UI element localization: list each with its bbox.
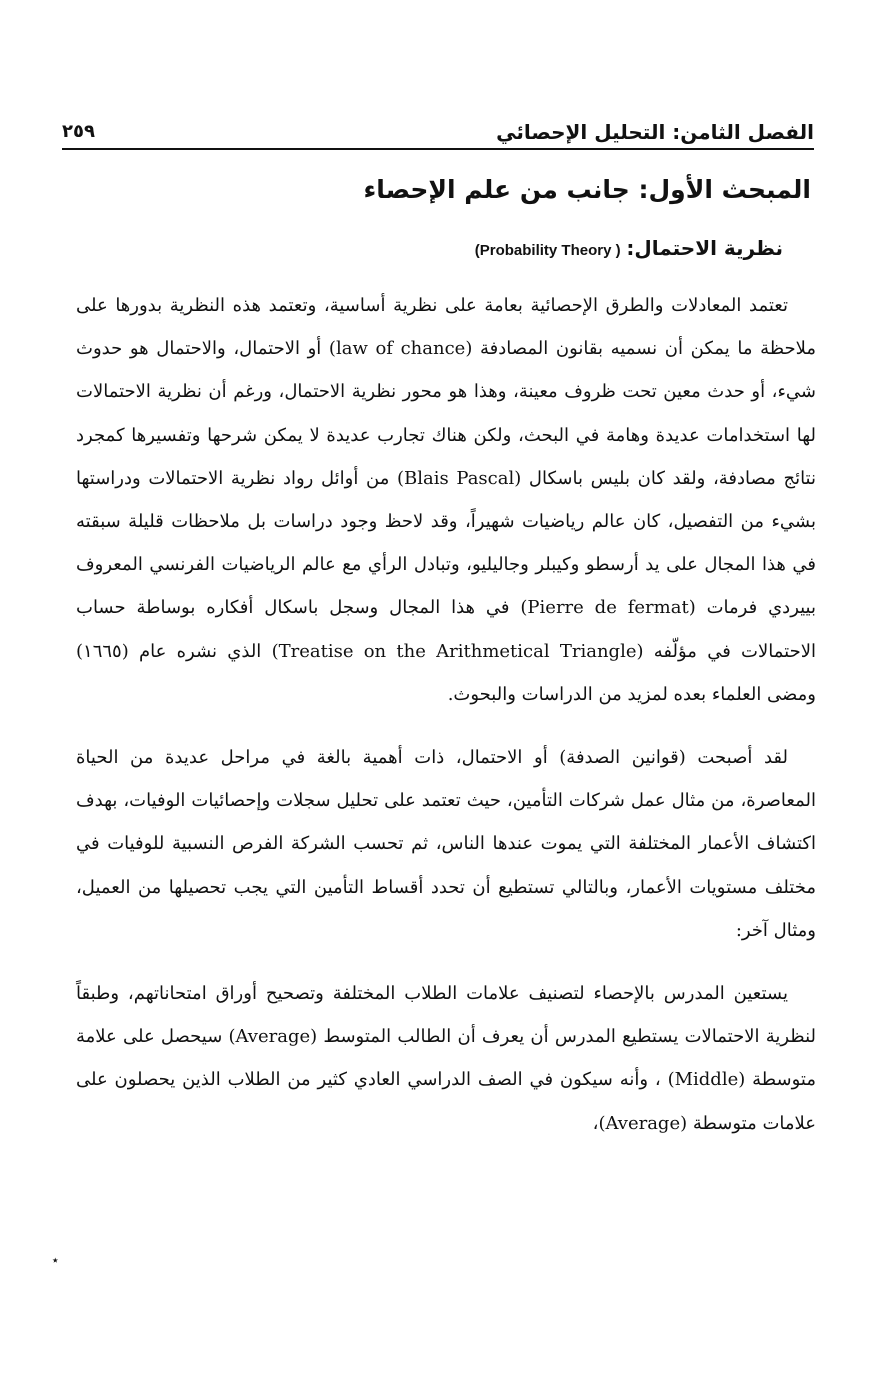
paragraph-insurance-example: لقد أصبحت (قوانين الصدفة) أو الاحتمال، ذات أهمية بالغة في مراحل عديدة من الحياة المعاصرة، من مثال عمل شركات التأمين، حيث تعتمد على تحليل سجلات وإحصائيات الوفيات، بهدف اكتشاف الأعمار المختلفة التي يموت عندها الناس، ثم تحسب الشركة الفرص النسبية للوفيات في مختلف مستويات الأعمار، وبالتالي تستطيع أن تحدد أقساط التأمين التي يجب تحصيلها من العميل، ومثال آخر: (76, 747, 816, 941)
body-text (76, 284, 816, 1165)
paragraph-probability-intro: تعتمد المعادلات والطرق الإحصائية بعامة على نظرية أساسية، وتعتمد هذه النظرية بدورها على ملاحظة ما يمكن أن نسميه بقانون المصادفة (law of chance) أو الاحتمال، والاحتمال هو حدوث شيء، أو حدث معين تحت ظروف معينة، وهذا هو محور نظرية الاحتمال، ورغم أن نظرية الاحتمالات لها استخدامات عديدة وهامة في البحث، ولكن هناك تجارب عديدة لا يمكن شرحها وتفسيرها كمجرد نتائج مصادفة، ولقد كان بليس باسكال (Blais Pascal) من أوائل رواد نظرية الاحتمالات ودراستها بشيء من التفصيل، كان عالم رياضيات شهيراً، وقد لاحظ وجود دراسات بل ملاحظات قليلة سبقته في هذا المجال على يد أرسطو وكيبلر وجاليليو، وتبادل الرأي مع عالم الرياضيات الفرنسي المعروف بييردي فرمات (Pierre de fermat) في هذا المجال وسجل باسكال أفكاره بوساطة حساب الاحتمالات في مؤلّفه (Treatise on the Arithmetical Triangle) الذي نشره عام (١٦٦٥) ومضى العلماء بعده لمزيد من الدراسات والبحوث. (76, 295, 817, 705)
chapter-title: الفصل الثامن: التحليل الإحصائي (496, 120, 814, 144)
subsection-heading (475, 232, 783, 267)
section-title: المبحث الأول: جانب من علم الإحصاء (363, 175, 811, 204)
subsection-title-arabic: نظرية الاحتمال: (626, 236, 783, 260)
subsection-title-english: ( Probability Theory) (474, 242, 621, 259)
margin-mark: ٭ (52, 1253, 59, 1267)
page-number: ٢٥٩ (62, 121, 95, 142)
running-header (62, 108, 814, 148)
header-divider (62, 148, 814, 150)
paragraph-teacher-example: يستعين المدرس بالإحصاء لتصنيف علامات الطلاب المختلفة وتصحيح أوراق امتحاناتهم، وطبقاً لنظرية الاحتمالات يستطيع المدرس أن يعرف أن الطالب المتوسط (Average) سيحصل على علامة متوسطة (Middle) ، وأنه سيكون في الصف الدراسي العادي كثير من الطلاب الذين يحصلون على علامات متوسطة (Average)، (76, 983, 816, 1134)
